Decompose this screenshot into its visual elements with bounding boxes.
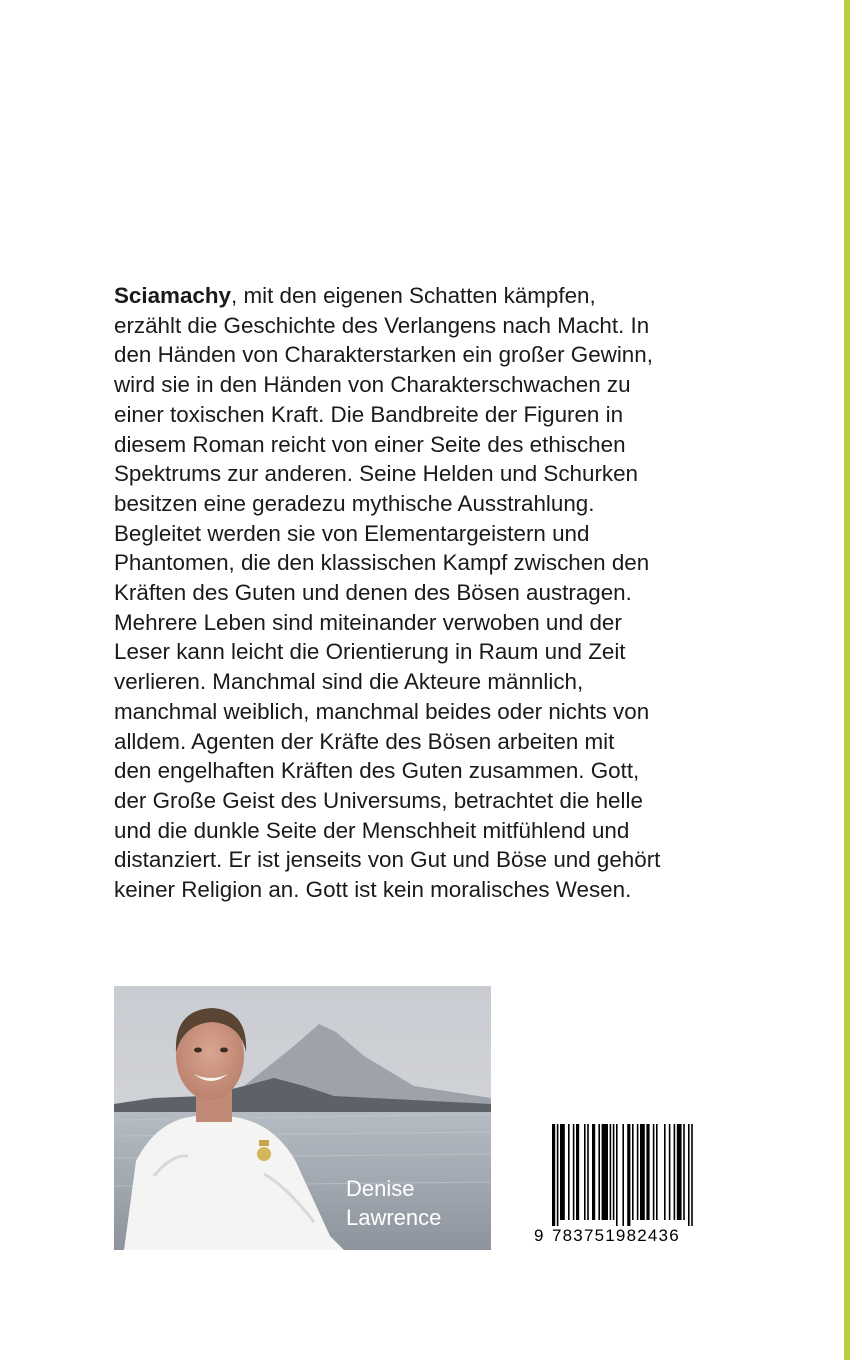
blurb-line: keiner Religion an. Gott ist kein moralisches Wesen. <box>114 877 632 903</box>
blurb-line: und die dunkle Seite der Menschheit mitfühlend und <box>114 817 630 843</box>
barcode-bar <box>552 1124 555 1226</box>
blurb-line: Spektrums zur anderen. Seine Helden und Schurken <box>114 461 639 487</box>
barcode-bar <box>592 1124 595 1220</box>
blurb-line: erzählt die Geschichte des Verlangens nach Macht. In <box>114 312 650 338</box>
spine-stripe <box>844 0 850 1360</box>
author-last-name: Lawrence <box>346 1205 442 1230</box>
barcode-bar <box>669 1124 671 1220</box>
book-title-word: Sciamachy <box>114 283 232 308</box>
barcode-bar <box>602 1124 608 1220</box>
barcode-bars <box>534 1122 704 1226</box>
barcode-bar <box>683 1124 685 1220</box>
author-photo <box>114 986 491 1250</box>
barcode-bar <box>646 1124 649 1220</box>
barcode-bar <box>616 1124 618 1226</box>
barcode-bar <box>653 1124 655 1220</box>
blurb-line: alldem. Agenten der Kräfte des Bösen arbeiten mit <box>114 728 615 754</box>
barcode-bar <box>568 1124 570 1220</box>
barcode-bar <box>640 1124 645 1220</box>
barcode-bar <box>664 1124 666 1220</box>
barcode-bar <box>688 1124 690 1226</box>
barcode-bar <box>632 1124 634 1220</box>
blurb-line: Phantomen, die den klassischen Kampf zwischen den <box>114 550 650 576</box>
blurb-line: manchmal weiblich, manchmal beides oder nichts von <box>114 698 650 724</box>
author-first-name: Denise <box>346 1176 415 1201</box>
barcode-bar <box>622 1124 624 1226</box>
blurb-line: diesem Roman reicht von einer Seite des ethischen <box>114 431 626 457</box>
blurb-line: einer toxischen Kraft. Die Bandbreite der Figuren in <box>114 401 624 427</box>
isbn-number <box>534 1226 704 1246</box>
blurb-text <box>114 281 734 905</box>
barcode-bar <box>627 1124 630 1226</box>
barcode-bar <box>637 1124 639 1220</box>
barcode-bar <box>557 1124 559 1226</box>
blurb-line: wird sie in den Händen von Charakterschwachen zu <box>114 372 631 398</box>
blurb-line: Kräften des Guten und denen des Bösen austragen. <box>114 580 632 606</box>
blurb-line: distanziert. Er ist jenseits von Gut und Böse und gehört <box>114 847 661 873</box>
barcode-bar <box>677 1124 682 1220</box>
barcode-bar <box>587 1124 589 1220</box>
blurb-line: Mehrere Leben sind miteinander verwoben und der <box>114 609 622 635</box>
blurb-line: besitzen eine geradezu mythische Ausstrahlung. <box>114 490 595 516</box>
barcode-bar <box>576 1124 579 1220</box>
isbn-first-digit: 9 <box>534 1226 545 1245</box>
blurb-line: den Händen von Charakterstarken ein großer Gewinn, <box>114 342 653 368</box>
blurb-line: Begleitet werden sie von Elementargeistern und <box>114 520 590 546</box>
blurb-line: der Große Geist des Universums, betrachtet die helle <box>114 787 643 813</box>
barcode-bar <box>610 1124 612 1220</box>
isbn-barcode <box>534 1122 704 1250</box>
blurb-line-1: Sciamachy, mit den eigenen Schatten kämpfen, <box>114 283 596 308</box>
isbn-rest-digits: 783751982436 <box>552 1226 680 1245</box>
blurb-line: Leser kann leicht die Orientierung in Raum und Zeit <box>114 639 626 665</box>
blurb-line: den engelhaften Kräften des Guten zusammen. Gott, <box>114 758 640 784</box>
barcode-bar <box>613 1124 615 1220</box>
barcode-bar <box>656 1124 658 1220</box>
barcode-bar <box>598 1124 600 1220</box>
barcode-bar <box>560 1124 565 1220</box>
blurb-line: verlieren. Manchmal sind die Akteure männlich, <box>114 669 584 695</box>
author-name <box>346 1174 441 1232</box>
barcode-bar <box>674 1124 676 1220</box>
barcode-bar <box>584 1124 586 1220</box>
barcode-bar <box>573 1124 575 1220</box>
barcode-bar <box>691 1124 693 1226</box>
